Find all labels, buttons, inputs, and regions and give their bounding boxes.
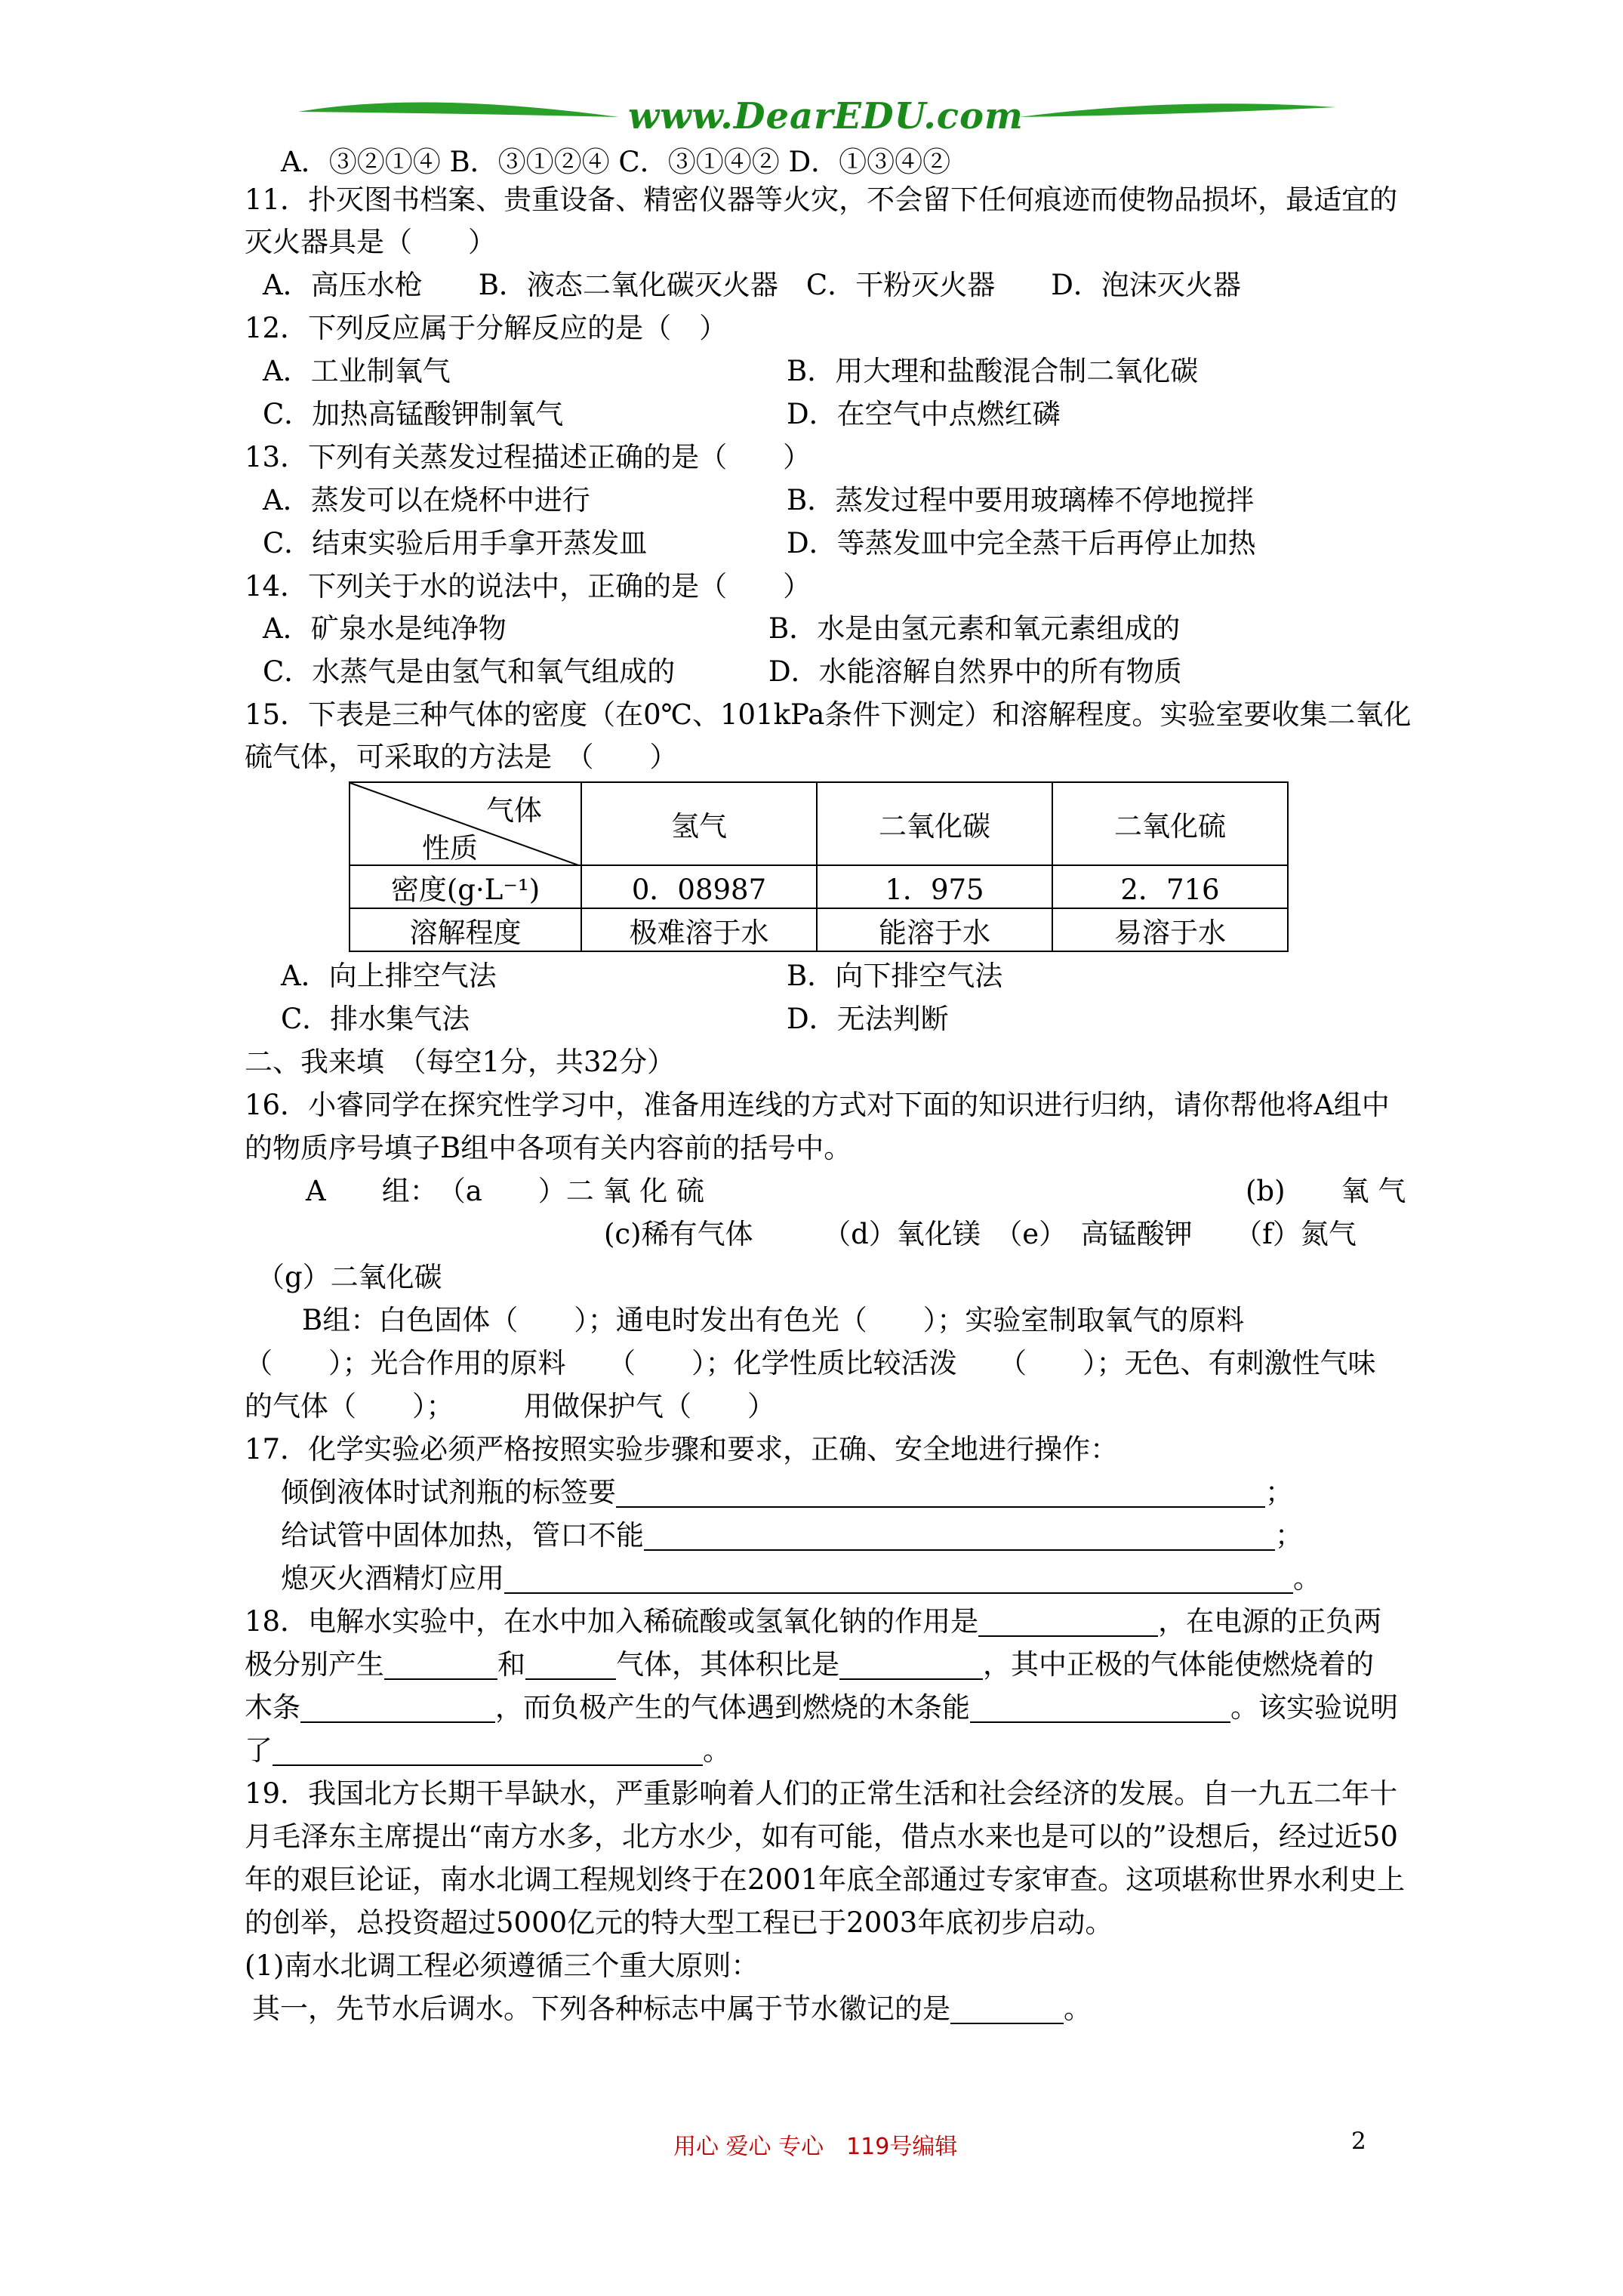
q18-blank-6[interactable] (970, 1691, 1230, 1723)
q16-group-a-part2: (b) 氧 气 (1246, 1175, 1406, 1207)
q15-stem-line1: 15．下表是三种气体的密度（在0℃、101kPa条件下测定）和溶解程度。实验室要收集二氧化 (245, 698, 1412, 731)
table-cell: 极难溶于水 (581, 908, 817, 951)
q18-line1 (245, 1603, 1381, 1641)
q18-line4 (245, 1732, 731, 1770)
table-cell: 0．08987 (581, 865, 817, 908)
q19-line6-text: 其一，先节水后调水。下列各种标志中属于节水徽记的是 (252, 1992, 950, 2025)
q11-stem-line2: 灭火器具是（ ） (245, 226, 496, 258)
q19-line5: (1)南水北调工程必须遵循三个重大原则： (245, 1949, 759, 1982)
q17-line1 (281, 1474, 1293, 1512)
corner-top-label: 气体 (486, 794, 542, 827)
section2-title: 二、我来填 （每空1分，共32分） (245, 1046, 676, 1078)
q17-blank-3[interactable] (504, 1562, 1293, 1594)
row-label-cell: 溶解程度 (350, 908, 581, 951)
table-cell: 能溶于水 (817, 908, 1052, 951)
q16-group-b-line3: 的气体（ ）； 用做保护气（ ） (245, 1390, 775, 1422)
q18-line3-b: ，而负极产生的气体遇到燃烧的木条能 (495, 1691, 970, 1724)
q17-line3-end: 。 (1293, 1562, 1321, 1595)
q19-line6-end: 。 (1064, 1992, 1092, 2025)
q17-line3-text: 熄灭火酒精灯应用 (281, 1562, 504, 1595)
q15-option-d: D．无法判断 (787, 1003, 949, 1035)
table-header-cell: 氢气 (581, 782, 817, 865)
q11-options: A．高压水枪 B．液态二氧化碳灭火器 C．干粉灭火器 D．泡沫灭火器 (263, 269, 1241, 301)
q13-option-c: C．结束实验后用手拿开蒸发皿 (263, 527, 648, 559)
footer-text: 用心 爱心 专心 119号编辑 (673, 2134, 958, 2160)
table-cell: 易溶于水 (1052, 908, 1288, 951)
q13-option-d: D．等蒸发皿中完全蒸干后再停止加热 (787, 527, 1256, 559)
table-row (350, 865, 1288, 908)
q19-line2: 月毛泽东主席提出“南方水多，北方水少，如有可能，借点水来也是可以的”设想后，经过近50 (245, 1820, 1398, 1853)
q14-option-a: A．矿泉水是纯净物 (263, 612, 507, 645)
q17-line1-end: ； (1265, 1476, 1293, 1509)
q16-stem-line2: 的物质序号填子B组中各项有关内容前的括号中。 (245, 1132, 852, 1164)
q18-line4-a: 了 (245, 1734, 273, 1767)
q18-line2-c: 气体，其体积比是 (616, 1648, 839, 1681)
q19-blank-1[interactable] (950, 1992, 1064, 2024)
q18-line2-d: ，其中正极的气体能使燃烧着的 (983, 1648, 1374, 1681)
q10-options: A．③②①④ B．③①②④ C．③①④② D．①③④② (281, 146, 951, 178)
q16-stem-line1: 16．小睿同学在探究性学习中，准备用连线的方式对下面的知识进行归纳，请你帮他将A组中 (245, 1089, 1390, 1121)
q12-option-a: A．工业制氧气 (263, 355, 451, 387)
q18-blank-1[interactable] (978, 1605, 1158, 1637)
q18-line2-a: 极分别产生 (245, 1648, 384, 1681)
q18-line2 (245, 1646, 1374, 1684)
q15-option-a: A．向上排空气法 (281, 960, 497, 992)
q14-option-d: D．水能溶解自然界中的所有物质 (768, 655, 1182, 688)
q17-stem: 17．化学实验必须严格按照实验步骤和要求，正确、安全地进行操作： (245, 1433, 1119, 1465)
q18-blank-5[interactable] (300, 1691, 495, 1723)
q14-option-c: C．水蒸气是由氢气和氧气组成的 (263, 655, 676, 688)
q17-line1-text: 倾倒液体时试剂瓶的标签要 (281, 1476, 616, 1509)
gas-properties-table (349, 781, 1289, 952)
q15-option-c: C．排水集气法 (281, 1003, 470, 1035)
page-number: 2 (1351, 2128, 1366, 2155)
q16-group-b-line2: （ ）；光合作用的原料 （ ）；化学性质比较活泼 （ ）；无色、有刺激性气味 (245, 1347, 1376, 1379)
q13-option-b: B．蒸发过程中要用玻璃棒不停地搅拌 (787, 484, 1255, 516)
table-corner-cell (350, 782, 581, 865)
table-cell: 1．975 (817, 865, 1052, 908)
q17-line2-text: 给试管中固体加热，管口不能 (281, 1519, 644, 1552)
q11-stem-line1: 11．扑灭图书档案、贵重设备、精密仪器等火灾，不会留下任何痕迹而使物品损坏，最适宜的 (245, 183, 1398, 216)
table-header-cell: 二氧化硫 (1052, 782, 1288, 865)
q14-option-b: B．水是由氢元素和氧元素组成的 (768, 612, 1181, 645)
q18-blank-2[interactable] (384, 1648, 497, 1680)
q16-group-a-line3: （g）二氧化碳 (257, 1261, 442, 1293)
q17-blank-2[interactable] (644, 1519, 1275, 1551)
row-label-cell: 密度(g·L⁻¹) (350, 865, 581, 908)
q12-option-b: B．用大理和盐酸混合制二氧化碳 (787, 355, 1199, 387)
q18-line1-text: 18．电解水实验中，在水中加入稀硫酸或氢氧化钠的作用是 (245, 1605, 979, 1638)
q17-blank-1[interactable] (616, 1476, 1265, 1508)
q17-line2-end: ； (1275, 1519, 1303, 1552)
q12-option-d: D．在空气中点燃红磷 (787, 398, 1061, 430)
q14-stem: 14．下列关于水的说法中，正确的是（ ） (245, 570, 812, 603)
q17-line2 (281, 1517, 1303, 1555)
q13-stem: 13．下列有关蒸发过程描述正确的是（ ） (245, 441, 812, 473)
q12-stem: 12．下列反应属于分解反应的是（ ） (245, 312, 728, 344)
q18-line1-end: ，在电源的正负两 (1158, 1605, 1382, 1638)
corner-bottom-label: 性质 (422, 832, 478, 864)
q19-line6 (252, 1990, 1092, 2028)
q18-blank-4[interactable] (839, 1648, 983, 1680)
q16-group-a-part1: A 组： （a ）二 氧 化 硫 (306, 1175, 705, 1207)
q18-line2-b: 和 (497, 1648, 525, 1681)
q15-option-b: B．向下排空气法 (787, 960, 1003, 992)
logo-text[interactable]: www.DearEDU.com (628, 95, 1024, 137)
header-logo (0, 0, 1623, 151)
q19-line4: 的创举，总投资超过5000亿元的特大型工程已于2003年底初步启动。 (245, 1906, 1113, 1939)
q16-group-a-line2: (c)稀有气体 （d）氧化镁 （e） 高锰酸钾 （f）氮气 (604, 1218, 1357, 1250)
q18-blank-7[interactable] (273, 1734, 703, 1766)
q16-group-b-line1: B组：白色固体（ ）；通电时发出有色光（ ）；实验室制取氧气的原料 (302, 1304, 1245, 1336)
table-header-cell: 二氧化碳 (817, 782, 1052, 865)
q19-line1: 19．我国北方长期干旱缺水，严重影响着人们的正常生活和社会经济的发展。自一九五二年十 (245, 1777, 1398, 1810)
q18-line4-end: 。 (703, 1734, 731, 1767)
table-cell: 2．716 (1052, 865, 1288, 908)
q17-line3 (281, 1560, 1321, 1598)
q19-line3: 年的艰巨论证，南水北调工程规划终于在2001年底全部通过专家审查。这项堪称世界水利史上 (245, 1863, 1406, 1896)
q12-option-c: C．加热高锰酸钾制氧气 (263, 398, 564, 430)
q18-line3-a: 木条 (245, 1691, 300, 1724)
q18-blank-3[interactable] (525, 1648, 616, 1680)
q18-line3 (245, 1689, 1398, 1727)
q18-line3-c: 。该实验说明 (1230, 1691, 1398, 1724)
table-row (350, 908, 1288, 951)
q13-option-a: A．蒸发可以在烧杯中进行 (263, 484, 590, 516)
q15-stem-line2: 硫气体，可采取的方法是 （ ） (245, 741, 678, 773)
